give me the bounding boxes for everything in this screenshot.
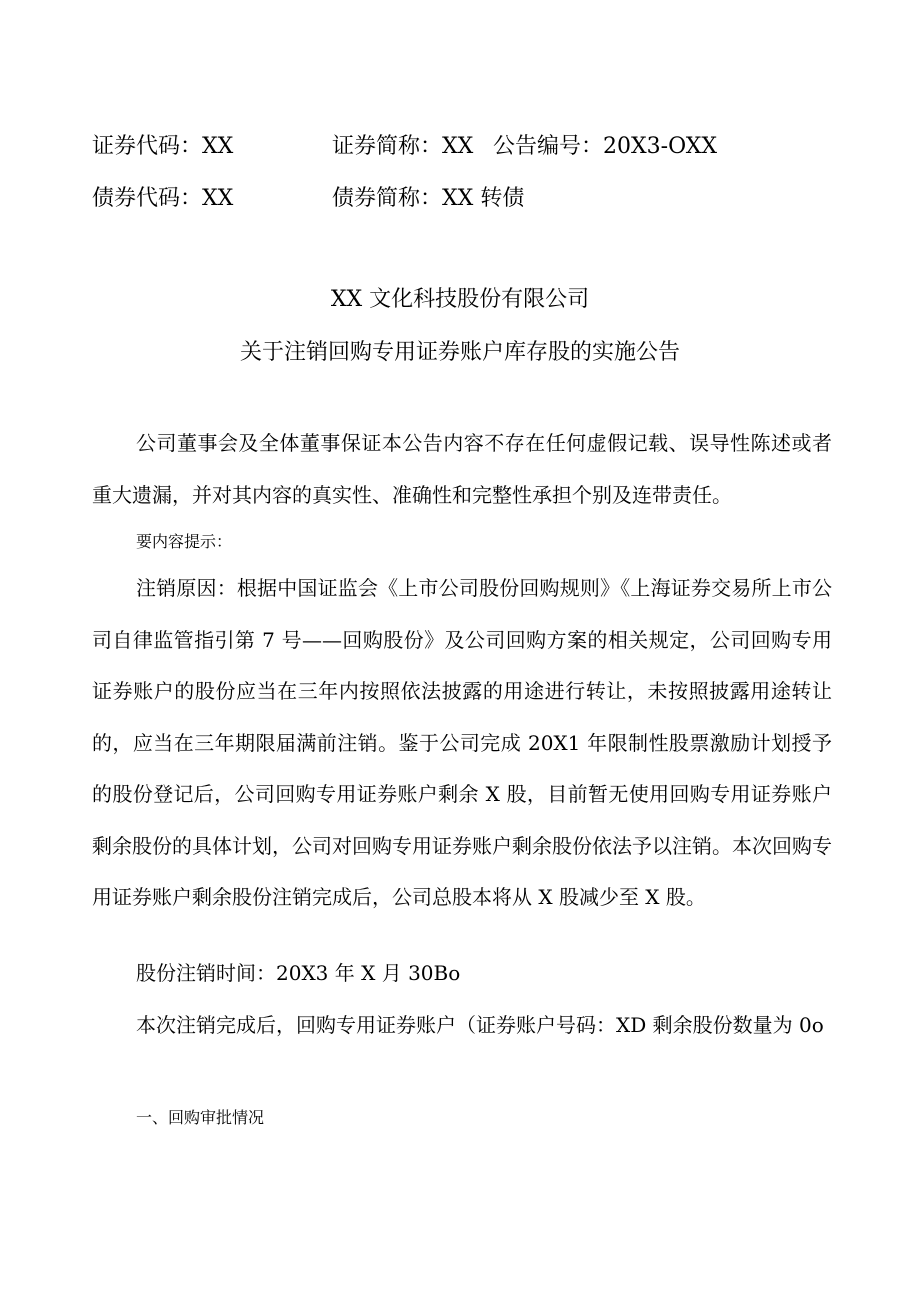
section-heading-approval: 一、回购审批情况: [136, 1108, 265, 1127]
cancellation-time: 股份注销时间：20X3 年 X 月 30Bo: [136, 961, 461, 985]
post-cancellation-note: 本次注销完成后，回购专用证券账户（证券账户号码：XD 剩余股份数量为 0o: [136, 1013, 824, 1037]
bond-abbr: 债券简称：XX 转债: [332, 186, 525, 211]
cancellation-reason: 注销原因：根据中国证监会《上市公司股份回购规则》《上海证券交易所上市公司自律监管指引第 7 号——回购股份》及公司回购方案的相关规定，公司回购专用证券账户的股份应当在三年内按照依法披露的用途进行转让，未按照披露用途转让的，应当在三年期限届满前注销。鉴于公司完成 20X1 年限制性股票激励计划授予的股份登记后，公司回购专用证券账户剩余 X 股，目前暂无使用回购专用证券账户剩余股份的具体计划，公司对回购专用证券账户剩余股份依法予以注销。本次回购专用证券账户剩余股份注销完成后，公司总股本将从 X 股减少至 X 股。: [92, 576, 832, 909]
bond-code: 债券代码：XX: [92, 186, 234, 211]
announcement-subject: 关于注销回购专用证券账户库存股的实施公告: [239, 340, 680, 365]
announcement-number: 公告编号：20X3-OXX: [493, 134, 718, 159]
tips-heading: 要内容提示：: [136, 532, 233, 551]
security-abbr: 证券简称：XX: [332, 134, 474, 159]
security-code: 证券代码：XX: [92, 134, 234, 159]
company-title: XX 文化科技股份有限公司: [330, 287, 590, 312]
board-statement: 公司董事会及全体董事保证本公告内容不存在任何虚假记载、误导性陈述或者重大遗漏，并对其内容的真实性、准确性和完整性承担个别及连带责任。: [92, 431, 832, 507]
